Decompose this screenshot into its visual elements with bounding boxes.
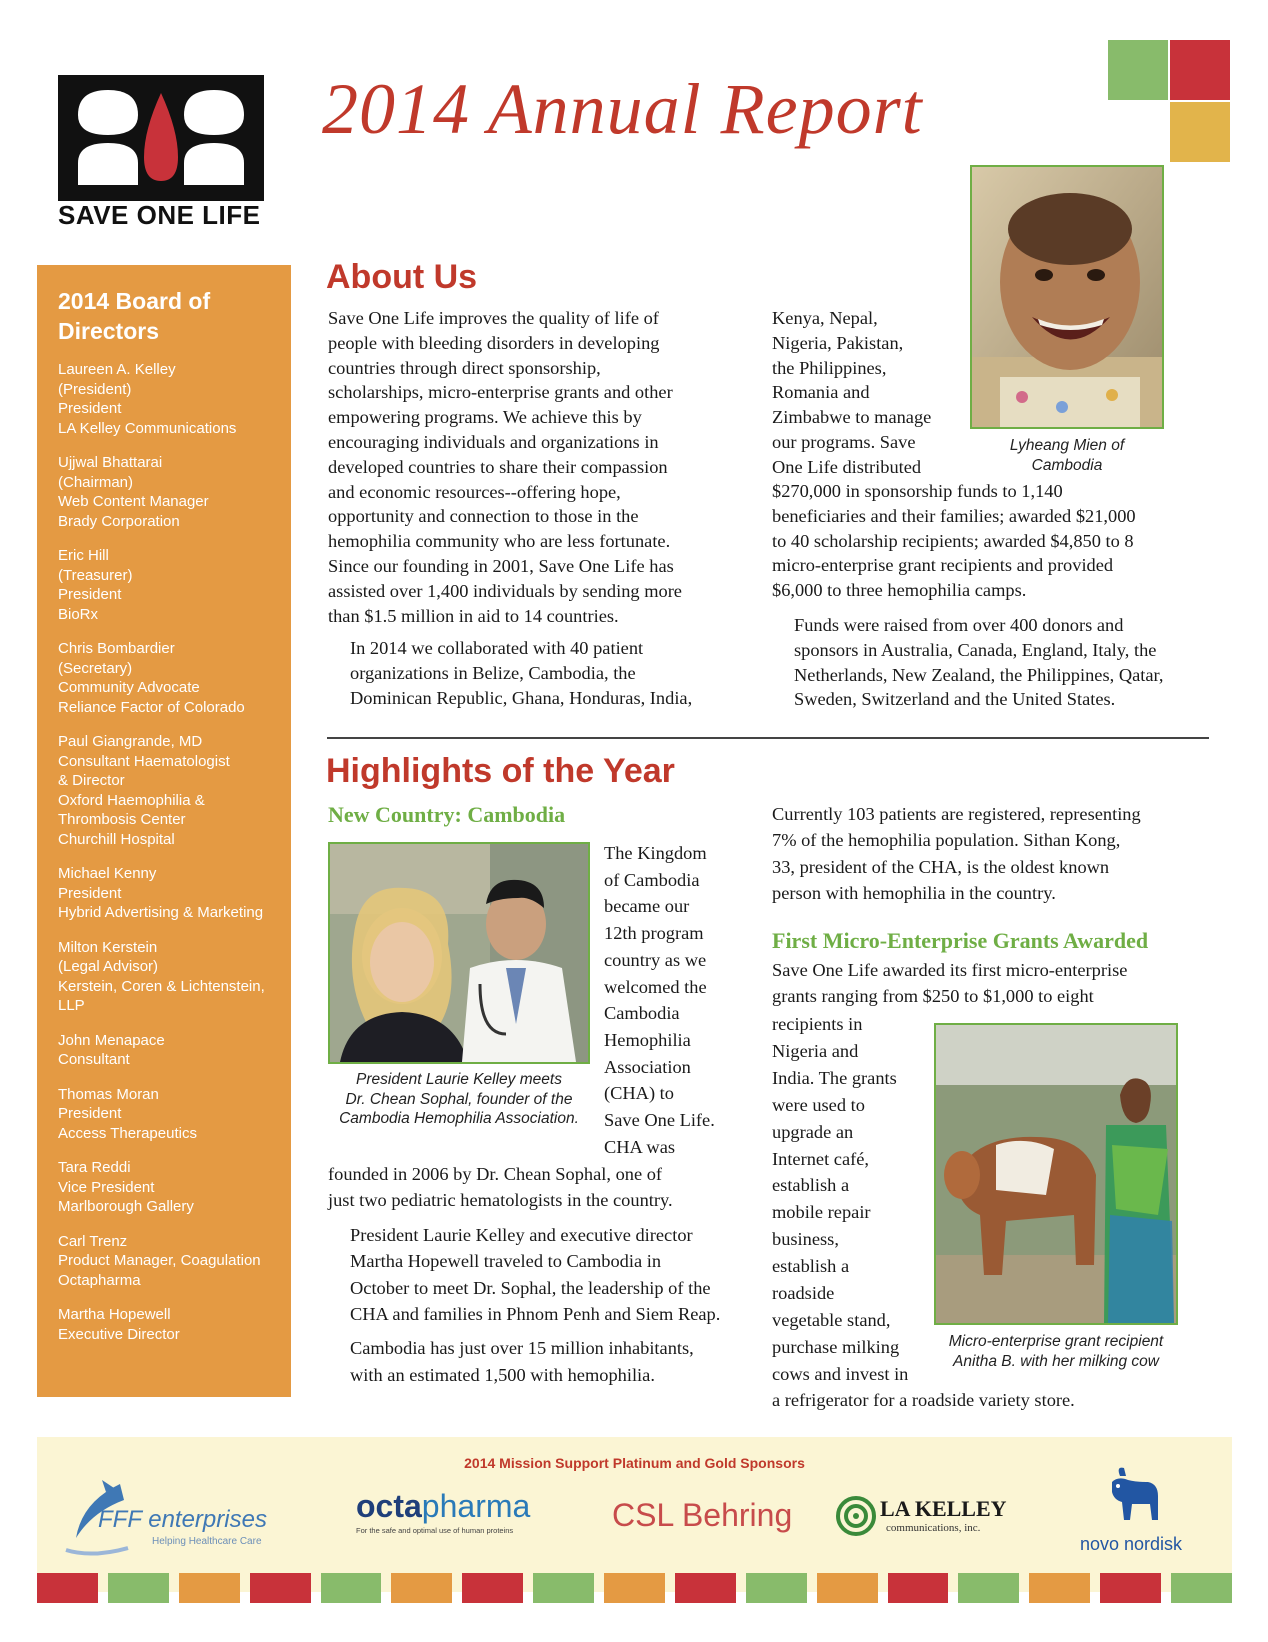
fff-name: FFF enterprises bbox=[98, 1506, 267, 1533]
color-block bbox=[675, 1573, 736, 1603]
director-entry bbox=[58, 1232, 290, 1291]
grants-heading: First Micro-Enterprise Grants Awarded bbox=[772, 928, 1149, 953]
color-block bbox=[108, 1573, 169, 1603]
director-line: Martha Hopewell bbox=[58, 1306, 171, 1323]
child-photo-caption: Lyheang Mien of Cambodia bbox=[1009, 437, 1125, 474]
about-col2 bbox=[772, 479, 1202, 712]
color-block bbox=[391, 1573, 452, 1603]
color-block bbox=[321, 1573, 382, 1603]
text-line: One Life distributed bbox=[772, 456, 922, 477]
octa-text: octa bbox=[356, 1488, 422, 1524]
text-line: vegetable stand, bbox=[772, 1309, 891, 1330]
director-line: LLP bbox=[58, 997, 85, 1014]
cambodia-paragraph-2 bbox=[328, 1222, 738, 1328]
cambodia-narrow-text bbox=[604, 840, 744, 1160]
apis-bull-icon bbox=[1102, 1466, 1162, 1528]
text-line: Cambodia bbox=[604, 1003, 680, 1024]
director-line: (Chairman) bbox=[58, 473, 134, 491]
director-line: Octapharma bbox=[58, 1271, 141, 1289]
logo-mark bbox=[58, 75, 264, 201]
text-line: Save One Life improves the quality of life of bbox=[328, 308, 659, 328]
text-line: beneficiaries and their families; awarded $21,000 bbox=[772, 505, 1136, 526]
corner-block-red bbox=[1170, 40, 1230, 100]
text-line: India. The grants bbox=[772, 1067, 897, 1088]
text-line: Hemophilia bbox=[604, 1029, 691, 1050]
text-line: October to meet Dr. Sophal, the leadership of the bbox=[350, 1277, 711, 1298]
director-entry bbox=[58, 639, 290, 717]
director-entry bbox=[58, 864, 290, 923]
director-entry bbox=[58, 1085, 290, 1144]
text-line: grants ranging from $250 to $1,000 to eight bbox=[772, 986, 1094, 1007]
text-line: Cambodia has just over 15 million inhabitants, bbox=[350, 1338, 694, 1359]
about-paragraph-1 bbox=[328, 306, 728, 628]
child-photo-image bbox=[972, 167, 1162, 427]
text-line: business, bbox=[772, 1229, 839, 1250]
sponsor-fff-logo bbox=[62, 1478, 302, 1558]
corner-block-yellow bbox=[1170, 102, 1230, 162]
text-line: $6,000 to three hemophilia camps. bbox=[772, 580, 1027, 601]
director-line: & Director bbox=[58, 772, 125, 789]
color-block bbox=[746, 1573, 807, 1603]
text-line: just two pediatric hematologists in the country. bbox=[328, 1190, 673, 1211]
text-line: than $1.5 million in aid to 14 countries. bbox=[328, 605, 619, 626]
director-line: (President) bbox=[58, 380, 132, 398]
director-line: (Legal Advisor) bbox=[58, 958, 159, 975]
director-entry bbox=[58, 453, 290, 531]
color-block bbox=[817, 1573, 878, 1603]
director-line: Product Manager, Coagulation bbox=[58, 1252, 261, 1269]
director-entry bbox=[58, 1305, 290, 1344]
director-line: Eric Hill bbox=[58, 547, 109, 564]
director-line: Paul Giangrande, MD bbox=[58, 733, 203, 750]
color-block bbox=[37, 1573, 98, 1603]
director-line: Marlborough Gallery bbox=[58, 1198, 194, 1215]
text-line: $270,000 in sponsorship funds to 1,140 bbox=[772, 481, 1063, 501]
text-line: Currently 103 patients are registered, representing bbox=[772, 804, 1141, 824]
text-line: to 40 scholarship recipients; awarded $4,850 to 8 bbox=[772, 530, 1134, 551]
director-line: Kerstein, Coren & Lichtenstein, bbox=[58, 977, 265, 995]
director-entry bbox=[58, 1031, 290, 1070]
text-line: Dominican Republic, Ghana, Honduras, India, bbox=[350, 687, 693, 708]
text-line: Save One Life. bbox=[604, 1110, 715, 1131]
about-paragraph-4 bbox=[772, 613, 1202, 712]
cambodia-col2-paragraph bbox=[772, 801, 1212, 907]
about-paragraph-3 bbox=[772, 479, 1202, 603]
director-entry bbox=[58, 360, 290, 438]
text-line: assisted over 1,400 individuals by sending more bbox=[328, 580, 682, 601]
director-line: LA Kelley Communications bbox=[58, 419, 237, 437]
grants-text-full bbox=[772, 957, 1212, 1010]
text-line: sponsors in Australia, Canada, England, Italy, the bbox=[794, 639, 1157, 660]
corner-block-green bbox=[1108, 40, 1168, 100]
director-line: Tara Reddi bbox=[58, 1159, 131, 1176]
logo-text: SAVE ONE LIFE bbox=[58, 200, 261, 230]
text-line: purchase milking bbox=[772, 1336, 900, 1357]
fff-tagline: Helping Healthcare Care bbox=[152, 1536, 262, 1547]
director-line: Thomas Moran bbox=[58, 1085, 159, 1103]
director-line: President bbox=[58, 884, 122, 902]
sponsor-csl-logo: CSL Behring bbox=[612, 1497, 793, 1533]
corner-blocks bbox=[1108, 40, 1232, 162]
director-line: Consultant bbox=[58, 1051, 130, 1068]
text-line: In 2014 we collaborated with 40 patient bbox=[350, 638, 644, 659]
logo bbox=[58, 75, 264, 201]
lakelley-name: LA KELLEY bbox=[880, 1496, 1007, 1521]
text-line: and economic resources--offering hope, bbox=[328, 481, 621, 502]
grant-recipient-caption: Micro-enterprise grant recipient Anitha B. with her milking cow bbox=[948, 1333, 1164, 1370]
text-line: welcomed the bbox=[604, 976, 707, 997]
text-line: Kenya, Nepal, bbox=[772, 308, 878, 328]
color-block bbox=[958, 1573, 1019, 1603]
sponsor-novonordisk-logo bbox=[1072, 1466, 1212, 1562]
text-line: Funds were raised from over 400 donors and bbox=[794, 614, 1124, 635]
about-heading: About Us bbox=[326, 258, 478, 296]
director-line: Milton Kerstein bbox=[58, 938, 158, 956]
director-line: BioRx bbox=[58, 605, 99, 623]
text-line: became our bbox=[604, 896, 690, 917]
text-line: people with bleeding disorders in developing bbox=[328, 332, 660, 353]
director-line: Community Advocate bbox=[58, 679, 200, 696]
text-line: Association bbox=[604, 1056, 691, 1077]
lakelley-subtitle: communications, inc. bbox=[886, 1522, 981, 1534]
director-line: Thrombosis Center bbox=[58, 811, 186, 828]
text-line: person with hemophilia in the country. bbox=[772, 883, 1056, 904]
lakelley-spiral-icon bbox=[836, 1496, 876, 1536]
text-line: CHA was bbox=[604, 1136, 676, 1157]
page-title: 2014 Annual Report bbox=[322, 69, 923, 149]
director-line: Reliance Factor of Colorado bbox=[58, 698, 245, 716]
text-line: mobile repair bbox=[772, 1202, 871, 1223]
text-line: scholarships, micro-enterprise grants and other bbox=[328, 382, 673, 403]
directors-list bbox=[58, 360, 290, 1359]
grant-recipient-photo-image bbox=[936, 1025, 1176, 1323]
director-line: Consultant Haematologist bbox=[58, 752, 230, 770]
color-block bbox=[179, 1573, 240, 1603]
pharma-text: pharma bbox=[421, 1488, 531, 1524]
color-block bbox=[1100, 1573, 1161, 1603]
text-line: country as we bbox=[604, 949, 707, 970]
director-entry bbox=[58, 938, 290, 1016]
text-line: countries through direct sponsorship, bbox=[328, 357, 601, 378]
text-line: Martha Hopewell traveled to Cambodia in bbox=[350, 1251, 662, 1272]
highlights-heading: Highlights of the Year bbox=[326, 752, 675, 790]
text-line: recipients in bbox=[772, 1014, 863, 1034]
novonordisk-name: novo nordisk bbox=[1080, 1534, 1183, 1554]
text-line: Save One Life awarded its first micro-enterprise bbox=[772, 960, 1128, 980]
director-line: Churchill Hospital bbox=[58, 830, 175, 848]
about-col1 bbox=[328, 306, 728, 711]
text-line: CHA and families in Phnom Penh and Siem Reap. bbox=[350, 1304, 721, 1325]
cambodia-photo-caption: President Laurie Kelley meets Dr. Chean Sophal, founder of the Cambodia Hemophilia Association. bbox=[339, 1071, 579, 1127]
board-title: 2014 Board of Directors bbox=[58, 288, 211, 344]
text-line: (CHA) to bbox=[604, 1083, 674, 1104]
cambodia-paragraph-3 bbox=[328, 1335, 738, 1388]
director-line: Brady Corporation bbox=[58, 512, 180, 530]
director-line: Access Therapeutics bbox=[58, 1124, 197, 1142]
text-line: the Philippines, bbox=[772, 357, 887, 378]
color-block bbox=[533, 1573, 594, 1603]
about-paragraph-2 bbox=[328, 636, 728, 710]
text-line: encouraging individuals and organizations in bbox=[328, 431, 659, 452]
director-line: Carl Trenz bbox=[58, 1232, 128, 1250]
text-line: founded in 2006 by Dr. Chean Sophal, one of bbox=[328, 1164, 663, 1184]
text-line: hemophilia community who are less fortunate. bbox=[328, 531, 671, 552]
director-line: Hybrid Advertising & Marketing bbox=[58, 904, 264, 921]
director-line: John Menapace bbox=[58, 1031, 165, 1049]
sponsor-octapharma-logo bbox=[356, 1488, 566, 1548]
director-line: Executive Director bbox=[58, 1325, 180, 1343]
text-line: Zimbabwe to manage bbox=[772, 407, 932, 428]
text-line: Since our founding in 2001, Save One Life has bbox=[328, 555, 674, 576]
text-line: 7% of the hemophilia population. Sithan Kong, bbox=[772, 830, 1121, 851]
cambodia-photo-image bbox=[330, 844, 588, 1062]
grants-text-narrow bbox=[772, 1011, 932, 1388]
text-line: our programs. Save bbox=[772, 431, 916, 452]
child-photo bbox=[970, 165, 1164, 429]
grant-recipient-photo bbox=[934, 1023, 1178, 1325]
director-line: Chris Bombardier bbox=[58, 640, 175, 657]
sponsors-title: 2014 Mission Support Platinum and Gold Sponsors bbox=[464, 1455, 805, 1471]
color-block bbox=[250, 1573, 311, 1603]
text-line: Nigeria, Pakistan, bbox=[772, 332, 904, 353]
text-line: cows and invest in bbox=[772, 1363, 909, 1384]
text-line: The Kingdom bbox=[604, 843, 707, 863]
director-entry bbox=[58, 1158, 290, 1217]
about-col2-top bbox=[772, 306, 972, 480]
text-line: 12th program bbox=[604, 923, 704, 944]
text-line: were used to bbox=[772, 1094, 865, 1115]
director-line: Web Content Manager bbox=[58, 493, 209, 510]
color-block bbox=[1029, 1573, 1090, 1603]
text-line: establish a bbox=[772, 1175, 850, 1196]
cambodia-photo bbox=[328, 842, 590, 1064]
director-line: President bbox=[58, 400, 122, 417]
cambodia-col1 bbox=[328, 1161, 738, 1388]
director-line: Ujjwal Bhattarai bbox=[58, 454, 163, 471]
text-line: Sweden, Switzerland and the United States. bbox=[794, 689, 1116, 710]
sponsor-lakelley-logo bbox=[836, 1494, 1036, 1544]
section-divider bbox=[327, 737, 1209, 739]
director-entry bbox=[58, 546, 290, 624]
text-line: Romania and bbox=[772, 382, 870, 403]
text-line: President Laurie Kelley and executive director bbox=[350, 1224, 693, 1245]
director-line: Vice President bbox=[58, 1178, 155, 1196]
text-line: developed countries to share their compassion bbox=[328, 456, 668, 477]
director-line: Michael Kenny bbox=[58, 865, 157, 882]
color-block bbox=[888, 1573, 949, 1603]
grants-last-line: a refrigerator for a roadside variety store. bbox=[772, 1390, 1075, 1410]
text-line: Netherlands, New Zealand, the Philippines, Qatar, bbox=[794, 664, 1164, 685]
text-line: opportunity and connection to those in the bbox=[328, 506, 639, 527]
director-line: President bbox=[58, 586, 122, 603]
text-line: Internet café, bbox=[772, 1148, 869, 1169]
text-line: establish a bbox=[772, 1256, 850, 1277]
text-line: of Cambodia bbox=[604, 869, 700, 890]
director-line: President bbox=[58, 1105, 122, 1122]
director-line: (Treasurer) bbox=[58, 566, 133, 584]
cambodia-heading: New Country: Cambodia bbox=[328, 802, 566, 827]
bottom-color-blocks bbox=[37, 1573, 1232, 1603]
text-line: upgrade an bbox=[772, 1121, 854, 1142]
text-line: organizations in Belize, Cambodia, the bbox=[350, 663, 636, 684]
text-line: Nigeria and bbox=[772, 1040, 859, 1061]
octa-tagline: For the safe and optimal use of human proteins bbox=[356, 1526, 514, 1535]
director-entry bbox=[58, 732, 290, 849]
director-line: Oxford Haemophilia & bbox=[58, 791, 205, 809]
cambodia-paragraph-1 bbox=[328, 1161, 738, 1214]
text-line: micro-enterprise grant recipients and provided bbox=[772, 555, 1114, 576]
text-line: roadside bbox=[772, 1283, 835, 1304]
color-block bbox=[462, 1573, 523, 1603]
director-line: (Secretary) bbox=[58, 659, 133, 677]
text-line: 33, president of the CHA, is the oldest known bbox=[772, 856, 1110, 877]
director-line: Laureen A. Kelley bbox=[58, 361, 176, 378]
text-line: empowering programs. We achieve this by bbox=[328, 407, 642, 428]
text-line: with an estimated 1,500 with hemophilia. bbox=[350, 1364, 655, 1385]
color-block bbox=[604, 1573, 665, 1603]
color-block bbox=[1171, 1573, 1232, 1603]
